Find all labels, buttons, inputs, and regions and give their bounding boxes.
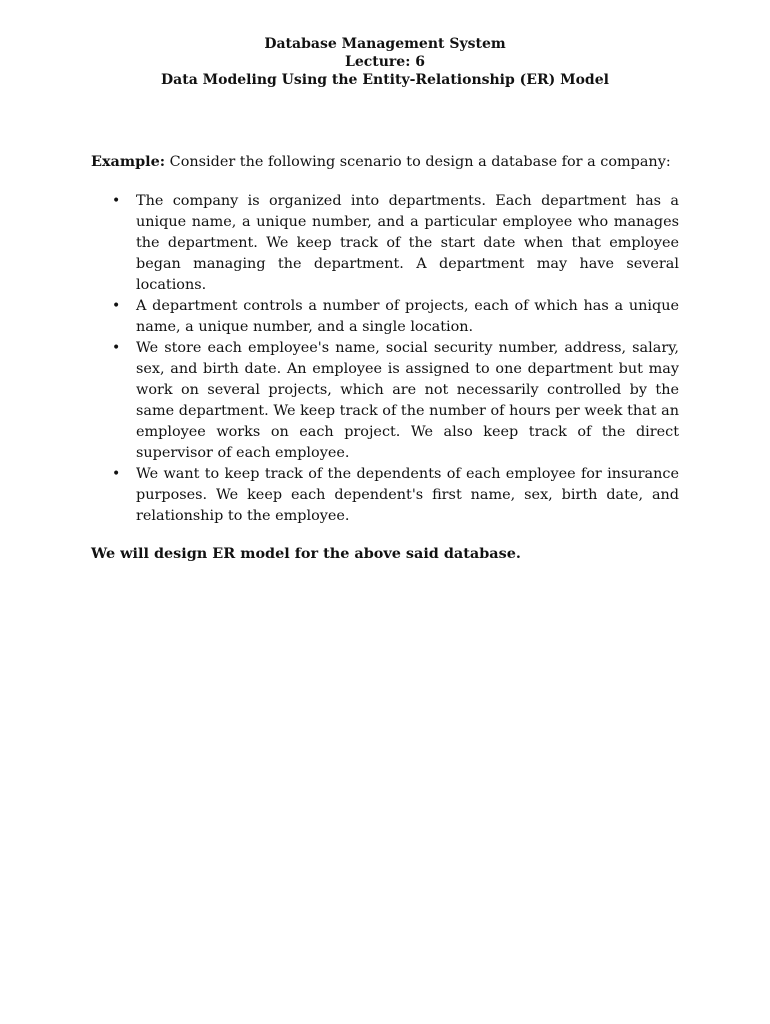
bullet-icon: • bbox=[112, 193, 121, 209]
lecture-topic: Data Modeling Using the Entity-Relationship (ER) Model bbox=[161, 72, 609, 88]
bullet-icon: • bbox=[112, 466, 121, 482]
list-item bbox=[109, 338, 679, 464]
document-header bbox=[0, 35, 770, 89]
scenario-list bbox=[109, 191, 679, 527]
list-item-text: We want to keep track of the dependents of each employee for insurance purposes. We keep each dependent's first name, sex, birth date, and relationship to the employee. bbox=[136, 466, 679, 524]
example-label: Example: bbox=[91, 153, 166, 170]
example-intro bbox=[91, 152, 691, 172]
closing-statement: We will design ER model for the above said database. bbox=[91, 545, 521, 562]
bullet-icon: • bbox=[112, 340, 121, 356]
list-item-text: We store each employee's name, social security number, address, salary, sex, and birth date. An employee is assigned to one department but may work on several projects, which are not necessarily controlled by the same department. We keep track of the number of hours per week that an employee works on each project. We also keep track of the direct supervisor of each employee. bbox=[136, 340, 679, 461]
course-title: Database Management System bbox=[264, 36, 506, 52]
list-item-text: A department controls a number of projects, each of which has a unique name, a unique number, and a single location. bbox=[136, 298, 679, 335]
list-item bbox=[109, 296, 679, 338]
lecture-number: Lecture: 6 bbox=[345, 54, 425, 70]
example-text: Consider the following scenario to design a database for a company: bbox=[165, 154, 671, 170]
list-item bbox=[109, 191, 679, 296]
bullet-icon: • bbox=[112, 298, 121, 314]
list-item-text: The company is organized into departments. Each department has a unique name, a unique number, and a particular employee who manages the department. We keep track of the start date when that employee began managing the department. A department may have several locations. bbox=[136, 193, 679, 293]
list-item bbox=[109, 464, 679, 527]
